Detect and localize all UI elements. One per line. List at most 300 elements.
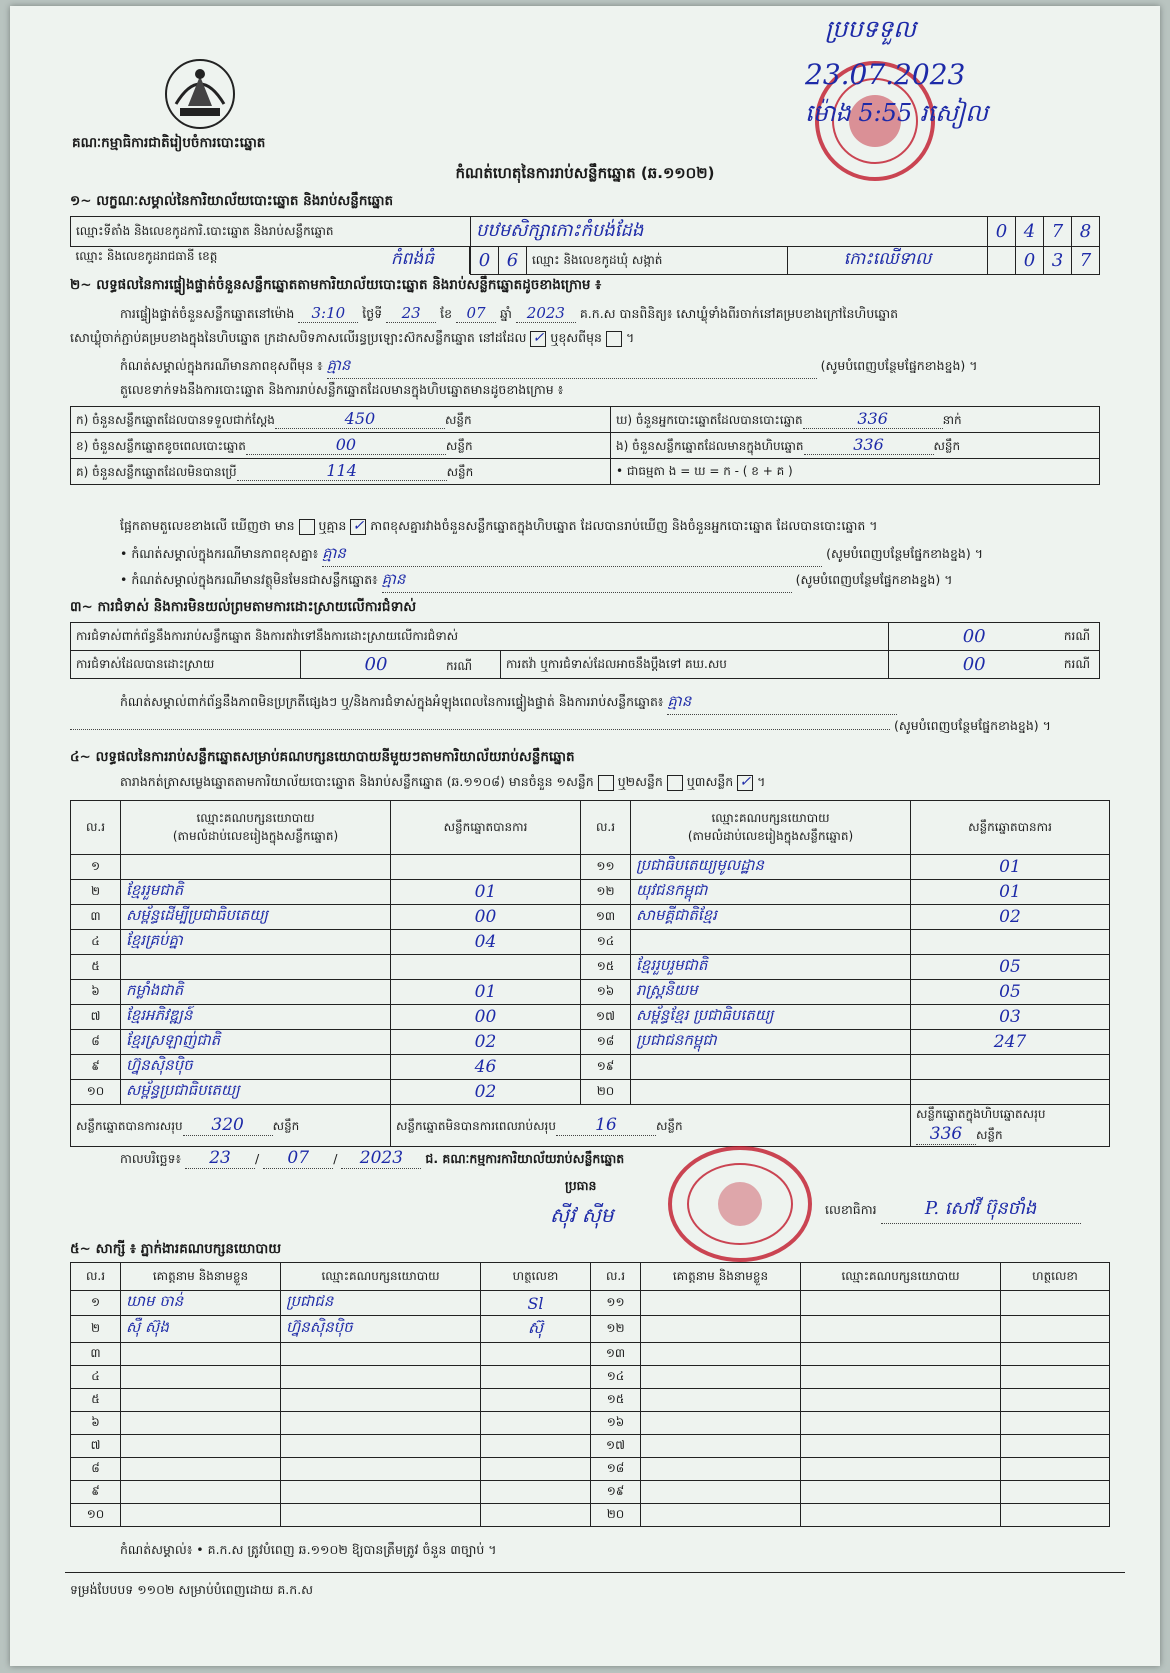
check-paragraph xyxy=(120,304,1120,325)
row-no: ១០ xyxy=(71,1504,121,1527)
party-votes: 02 xyxy=(391,1030,581,1055)
objection-table xyxy=(70,622,1100,679)
party-name xyxy=(631,930,911,955)
count-label: ក) ចំនួនសន្លឹកឆ្នោតដែលបានទទួលជាក់ស្តែង xyxy=(76,413,275,427)
table-row xyxy=(71,880,1110,905)
col-party-sub: (តាមលំដាប់លេខរៀងក្នុងសន្លឹកឆ្នោត) xyxy=(687,828,854,843)
unused-ballots: 114 xyxy=(237,461,447,481)
witness-signature xyxy=(481,1504,591,1527)
row-no: ១៩ xyxy=(581,1055,631,1080)
check-text: គ.ក.ស បានពិនិត្យ៖ សោឃ្លុំទាំងពីរចាក់នៅគម្របខាងក្រៅនៃហិបឆ្នោត xyxy=(579,306,899,321)
date-year: 2023 xyxy=(341,1148,421,1169)
col-sign: ហត្ថលេខា xyxy=(1001,1263,1110,1291)
row-no: ៣ xyxy=(71,1343,121,1366)
witness-signature xyxy=(1001,1412,1110,1435)
witness-signature xyxy=(481,1343,591,1366)
col-party-title: ឈ្មោះគណបក្សនយោបាយ xyxy=(711,810,830,825)
different-checkbox[interactable] xyxy=(606,331,622,347)
check-time: 3:10 xyxy=(298,304,358,323)
party-name: សម្ព័ន្ធដើម្បីប្រជាធិបតេយ្យ xyxy=(121,905,391,930)
check-text: សោឃ្លុំចាក់ភ្ជាប់គម្របខាងក្នុងនៃហិបឆ្នោត ក្រដាសបិទភាសលើរន្ធប្រឡោះស៊កសន្លឹកឆ្នោត នៅដដែល xyxy=(70,330,527,345)
table-row xyxy=(71,1389,1110,1412)
table-row xyxy=(71,1343,1110,1366)
witness-name xyxy=(121,1435,281,1458)
party-name: ខ្មែរអភិវឌ្ឍន៍ xyxy=(121,1005,391,1030)
station-code-digit: 0 xyxy=(988,217,1016,247)
witness-name xyxy=(121,1458,281,1481)
witness-signature xyxy=(1001,1366,1110,1389)
total-invalid: 16 xyxy=(556,1115,656,1136)
witness-party xyxy=(801,1366,1001,1389)
witness-signature xyxy=(1001,1481,1110,1504)
party-name: សម្ព័ន្ធខ្មែរ ប្រជាធិបតេយ្យ xyxy=(631,1005,911,1030)
party-results-body xyxy=(71,855,1110,1105)
count-label: ខ) ចំនួនសន្លឹកឆ្នោតខូចពេលបោះឆ្នោត xyxy=(76,439,246,453)
table-row xyxy=(71,1005,1110,1030)
row-no: ១៤ xyxy=(591,1366,641,1389)
station-label: ឈ្មោះទីតាំង និងលេខកូដការិ.បោះឆ្នោត និងរាប់សន្លឹកឆ្នោត xyxy=(71,217,471,247)
party-name: ខ្មែរស្រឡាញ់ជាតិ xyxy=(121,1030,391,1055)
form-sheet xyxy=(10,6,1160,1666)
party-votes xyxy=(391,855,581,880)
check-text: ឆ្នាំ xyxy=(499,306,512,321)
row-no: ៥ xyxy=(71,1389,121,1412)
witness-signature xyxy=(481,1389,591,1412)
commune-label: ឈ្មោះ និងលេខកូដឃុំ សង្កាត់ xyxy=(527,247,788,275)
diff-text: ភាពខុសគ្នារវាងចំនួនសន្លឹកឆ្នោតក្នុងហិបឆ្នោត ដែលបានរាប់ឃើញ និងចំនួនអ្នកបោះឆ្នោត ដែលបានបោះឆ្នោត ។ xyxy=(370,518,878,533)
unit: សន្លឹក xyxy=(655,1119,683,1133)
row-no: ៩ xyxy=(71,1481,121,1504)
party-name: ខ្មែររួបរួមជាតិ xyxy=(631,955,911,980)
commune-code-digit: 3 xyxy=(1044,247,1072,275)
witness-party xyxy=(801,1435,1001,1458)
unit: សន្លឹក xyxy=(446,465,474,479)
col-votes: សន្លឹកឆ្នោតបានការ xyxy=(391,801,581,855)
witness-signature xyxy=(481,1458,591,1481)
province-label: ឈ្មោះ និងលេខកូដរាជធានី ខេត្ត xyxy=(75,249,218,263)
row-no: ១៨ xyxy=(581,1030,631,1055)
check-month: 07 xyxy=(456,304,496,323)
diff-text: ផ្អែកតាមតួលេខខាងលើ ឃើញថា មាន xyxy=(120,518,295,533)
province-code-digit: 0 xyxy=(471,247,499,275)
row-no: ១ xyxy=(71,855,121,880)
witness-name: ឃាម ចាន់ xyxy=(121,1291,281,1316)
unit: សន្លឹក xyxy=(933,439,961,453)
col-no: ល.រ xyxy=(581,801,631,855)
party-votes: 02 xyxy=(391,1080,581,1105)
station-id-table xyxy=(70,216,1100,275)
unit: ករណី xyxy=(1059,623,1100,651)
party-votes: 247 xyxy=(911,1030,1110,1055)
commune-code-digit: 0 xyxy=(1016,247,1044,275)
party-votes: 03 xyxy=(911,1005,1110,1030)
witness-name xyxy=(641,1389,801,1412)
witness-party xyxy=(281,1366,481,1389)
row-no: ១១ xyxy=(581,855,631,880)
witness-name xyxy=(641,1504,801,1527)
tally-text: តារាងកត់ត្រាសម្លេងឆ្នោតតាមការិយាល័យបោះឆ្នោត និងរាប់សន្លឹកឆ្នោត (ឆ.១១០៨) មានចំនួន ១សន្លឹក xyxy=(120,774,594,789)
table-row xyxy=(71,1504,1110,1527)
same-checkbox[interactable]: ✓ xyxy=(530,331,546,347)
odd-note-label: • កំណត់សម្គាល់ក្នុងករណីមានវត្ថុមិនមែនជាសន្លឹកឆ្នោត៖ xyxy=(120,572,378,587)
witness-name xyxy=(641,1481,801,1504)
row-no: ១០ xyxy=(71,1080,121,1105)
difference-check xyxy=(120,518,878,537)
row-no: ២០ xyxy=(581,1080,631,1105)
secretary xyxy=(825,1196,1081,1224)
row-no: ១២ xyxy=(581,880,631,905)
witness-party xyxy=(801,1316,1001,1343)
party-name: ប្រជាធិបតេយ្យមូលដ្ឋាន xyxy=(631,855,911,880)
date-month: 07 xyxy=(263,1148,333,1169)
total-valid: 320 xyxy=(183,1115,273,1136)
party-votes: 01 xyxy=(391,880,581,905)
row-no: ៧ xyxy=(71,1435,121,1458)
counts-intro: តួលេខទាក់ទងនឹងការបោះឆ្នោត និងការរាប់សន្លឹកឆ្នោតដែលមានក្នុងហិបឆ្នោតមានដូចខាងក្រោម ៖ xyxy=(120,382,564,397)
witness-body xyxy=(71,1291,1110,1527)
witness-signature xyxy=(1001,1458,1110,1481)
table-row xyxy=(71,905,1110,930)
col-party xyxy=(631,801,911,855)
party-votes: 04 xyxy=(391,930,581,955)
party-name: យុវជនកម្ពុជា xyxy=(631,880,911,905)
party-votes: 01 xyxy=(911,880,1110,905)
party-votes: 01 xyxy=(911,855,1110,880)
secretary-label: លេខាធិការ xyxy=(825,1202,877,1217)
witness-party xyxy=(801,1504,1001,1527)
row-no: ១៣ xyxy=(581,905,631,930)
check-text: ឬខុសពីមុន xyxy=(550,330,602,345)
row-no: ៧ xyxy=(71,1005,121,1030)
table-row xyxy=(71,1458,1110,1481)
province-code-digit: 6 xyxy=(499,247,527,275)
party-name: ខ្មែរគ្រប់គ្នា xyxy=(121,930,391,955)
party-votes xyxy=(911,1055,1110,1080)
footnote: កំណត់សម្គាល់៖ • គ.ក.ស ត្រូវបំពេញ ឆ.១១០២ ឱ្យបានត្រឹមត្រូវ ចំនួន ៣ច្បាប់ ។ xyxy=(120,1542,497,1557)
check-text: ការផ្ទៀងផ្ទាត់ចំនួនសន្លឹកឆ្នោតនៅម៉ោង xyxy=(120,306,295,321)
witness-signature xyxy=(1001,1504,1110,1527)
party-name: ខ្មែររួមជាតិ xyxy=(121,880,391,905)
witness-signature xyxy=(481,1481,591,1504)
witness-party xyxy=(801,1389,1001,1412)
party-votes: 05 xyxy=(911,955,1110,980)
note-hint: (សូមបំពេញបន្ថែមផ្នែកខាងខ្នង) ។ xyxy=(820,358,978,373)
witness-party xyxy=(281,1343,481,1366)
party-results-table xyxy=(70,800,1110,1147)
party-votes xyxy=(911,1080,1110,1105)
blank-line xyxy=(70,729,890,730)
committee-label: ជ. គណៈកម្មការការិយាល័យរាប់សន្លឹកឆ្នោត xyxy=(425,1151,625,1166)
chair-label: ប្រធាន xyxy=(565,1178,597,1193)
date-day: 23 xyxy=(185,1148,255,1169)
nec-emblem-icon xyxy=(160,54,240,132)
section5-heading: ៥~ សាក្សី ៖ ភ្នាក់ងារគណបក្សនយោបាយ xyxy=(70,1241,282,1257)
row-no: ១ xyxy=(71,1291,121,1316)
section3-heading: ៣~ ការជំទាស់ និងការមិនយល់ព្រមតាមការដោះស្រាយលើការជំទាស់ xyxy=(70,599,417,615)
commune-code-digit: 7 xyxy=(1072,247,1100,275)
appeal-label: ការតវ៉ា ឬការជំទាស់ដែលអាចនឹងប្ដឹងទៅ គឃ.សប xyxy=(501,651,889,679)
voters-count: 336 xyxy=(803,409,943,429)
party-votes: 02 xyxy=(911,905,1110,930)
col-party-title: ឈ្មោះគណបក្សនយោបាយ xyxy=(196,810,315,825)
witness-name xyxy=(641,1412,801,1435)
formula: • ជាធម្មតា ង = ឃ = ក - ( ខ + គ ) xyxy=(616,463,793,478)
col-votes: សន្លឹកឆ្នោតបានការ xyxy=(911,801,1110,855)
table-row xyxy=(71,1055,1110,1080)
total-invalid-label: សន្លឹកឆ្នោតមិនបានការពេលរាប់សរុប xyxy=(396,1119,556,1133)
station-code-digit: 8 xyxy=(1072,217,1100,247)
row-no: ១៧ xyxy=(591,1435,641,1458)
witness-party xyxy=(801,1481,1001,1504)
total-box: 336 xyxy=(916,1124,976,1145)
row-no: ៩ xyxy=(71,1055,121,1080)
has-difference-checkbox[interactable] xyxy=(299,519,315,535)
witness-party: ប្រជាជន xyxy=(281,1291,481,1316)
witness-party xyxy=(801,1291,1001,1316)
table-row xyxy=(71,930,1110,955)
received-note: ប្របទទួល xyxy=(825,15,916,43)
note-hint: (សូមបំពេញបន្ថែមផ្នែកខាងខ្នង) ។ xyxy=(795,572,953,587)
section1-heading: ១~ លក្ខណៈសម្គាល់នៃការិយាល័យបោះឆ្នោត និងរាប់សន្លឹកឆ្នោត xyxy=(70,193,394,209)
party-votes: 00 xyxy=(391,905,581,930)
party-votes: 05 xyxy=(911,980,1110,1005)
unit: សន្លឹក xyxy=(444,413,472,427)
total-box-label: សន្លឹកឆ្នោតក្នុងហិបឆ្នោតសរុប xyxy=(916,1107,1046,1121)
chair-signature: ស៊ីវ ស៊ីម xyxy=(550,1203,614,1227)
witness-signature xyxy=(1001,1343,1110,1366)
party-name: កម្លាំងជាតិ xyxy=(121,980,391,1005)
col-name: គោត្តនាម និងនាមខ្លួន xyxy=(641,1263,801,1291)
party-votes: 00 xyxy=(391,1005,581,1030)
table-row xyxy=(71,1366,1110,1389)
party-votes: 46 xyxy=(391,1055,581,1080)
section2-heading: ២~ លទ្ធផលនៃការផ្ទៀងផ្ទាត់ចំនួនសន្លឹកឆ្នោតតាមការិយាល័យបោះឆ្នោត និងរាប់សន្លឹកឆ្នោតដូចខាងក្រោម ៖ xyxy=(70,277,602,293)
witness-name xyxy=(121,1412,281,1435)
row-no: ១៥ xyxy=(581,955,631,980)
witness-party xyxy=(281,1435,481,1458)
received-ballots: 450 xyxy=(275,409,445,429)
table-row xyxy=(71,1316,1110,1343)
witness-table xyxy=(70,1262,1110,1527)
party-name: ប្រជាជនកម្ពុជា xyxy=(631,1030,911,1055)
irregularity-line2 xyxy=(70,718,1051,737)
col-party xyxy=(121,801,391,855)
count-label: គ) ចំនួនសន្លឹកឆ្នោតដែលមិនបានប្រើ xyxy=(76,465,237,479)
witness-name xyxy=(641,1291,801,1316)
difference-note xyxy=(120,356,977,379)
table-row xyxy=(71,980,1110,1005)
appeal-count: 00 xyxy=(889,651,1059,679)
col-no: ល.រ xyxy=(71,801,121,855)
total-valid-cell xyxy=(71,1105,391,1147)
tally-text: ឬ៣សន្លឹក xyxy=(686,774,734,789)
row-no: ៨ xyxy=(71,1030,121,1055)
row-no: ១៩ xyxy=(591,1481,641,1504)
total-invalid-cell xyxy=(391,1105,911,1147)
footer-text: ទម្រង់បែបបទ ១១០២ សម្រាប់បំពេញដោយ គ.ក.ស xyxy=(70,1582,314,1597)
witness-signature: ស៊ុ xyxy=(481,1316,591,1343)
diff-note-value: គ្មាន xyxy=(322,544,822,567)
check-year: 2023 xyxy=(516,304,576,323)
date-label: កាលបរិច្ឆេទ៖ xyxy=(120,1151,182,1166)
col-name: គោត្តនាម និងនាមខ្លួន xyxy=(121,1263,281,1291)
note-value: គ្មាន xyxy=(327,356,817,379)
resolved-label: ការជំទាស់ដែលបានដោះស្រាយ xyxy=(71,651,301,679)
witness-name xyxy=(641,1343,801,1366)
row-no: ១៦ xyxy=(581,980,631,1005)
odd-note-value: គ្មាន xyxy=(382,570,792,593)
section4-heading: ៤~ លទ្ធផលនៃការរាប់សន្លឹកឆ្នោតសម្រាប់គណបក្សនយោបាយនីមួយៗតាមការិយាល័យរាប់សន្លឹកឆ្នោត xyxy=(70,749,575,765)
unit: សន្លឹក xyxy=(976,1128,1003,1142)
row-no: ១៣ xyxy=(591,1343,641,1366)
station-code-digit: 7 xyxy=(1044,217,1072,247)
party-name: ហ្វ៊ុនស៊ិនប៉ិច xyxy=(121,1055,391,1080)
station-name: បឋមសិក្សាកោះកំបង់ដែង xyxy=(471,217,988,247)
unit: ករណី xyxy=(446,658,473,673)
witness-name xyxy=(641,1435,801,1458)
witness-name xyxy=(121,1504,281,1527)
objection-label: ការជំទាស់ពាក់ព័ន្ធនឹងការរាប់សន្លឹកឆ្នោត និងការតវ៉ាទៅនឹងការដោះស្រាយលើការជំទាស់ xyxy=(71,623,889,651)
province-cell xyxy=(71,247,471,274)
note-label: កំណត់សម្គាល់ក្នុងករណីមានភាពខុសពីមុន ៖ xyxy=(120,358,323,373)
total-valid-label: សន្លឹកឆ្នោតបានការសរុប xyxy=(76,1119,183,1133)
org-name: គណៈកម្មាធិការជាតិរៀបចំការបោះឆ្នោត xyxy=(72,135,266,151)
check-day: 23 xyxy=(386,304,436,323)
table-row xyxy=(71,1435,1110,1458)
row-no: ៨ xyxy=(71,1458,121,1481)
party-name xyxy=(631,1055,911,1080)
station-code-digit: 4 xyxy=(1016,217,1044,247)
witness-party: ហ្វ៊ុនស៊ិនប៉ិច xyxy=(281,1316,481,1343)
unit: នាក់ xyxy=(942,413,962,427)
witness-signature xyxy=(1001,1389,1110,1412)
odd-note xyxy=(120,570,952,593)
witness-signature: Sl xyxy=(481,1291,591,1316)
tally-text: ឬ២សន្លឹក xyxy=(617,774,663,789)
witness-party xyxy=(281,1481,481,1504)
unit: សន្លឹក xyxy=(445,439,473,453)
province-name: កំពង់ធំ xyxy=(390,249,434,269)
row-no: ៤ xyxy=(71,1366,121,1389)
two-sheets-checkbox[interactable] xyxy=(667,775,683,791)
table-row xyxy=(71,1080,1110,1105)
three-sheets-checkbox[interactable]: ✓ xyxy=(737,775,753,791)
witness-signature xyxy=(1001,1316,1110,1343)
irregularity-label: កំណត់សម្គាល់ពាក់ព័ន្ធនឹងភាពមិនប្រក្រតីផ្សេងៗ ឬ/និងការជំទាស់ក្នុងអំឡុងពេលនៃការផ្ទៀងផ្ទាត់ និងការរាប់សន្លឹកឆ្នោត៖ xyxy=(120,694,664,709)
witness-party xyxy=(281,1389,481,1412)
count-label: ង) ចំនួនសន្លឹកឆ្នោតដែលមានក្នុងហិបឆ្នោត xyxy=(616,439,804,453)
row-no: ២ xyxy=(71,880,121,905)
party-name xyxy=(121,955,391,980)
unit: សន្លឹក xyxy=(272,1119,300,1133)
witness-party xyxy=(281,1458,481,1481)
form-title: កំណត់ហេតុនៃការរាប់សន្លឹកឆ្នោត (ឆ.១១០២) xyxy=(455,164,715,182)
no-difference-checkbox[interactable]: ✓ xyxy=(350,519,366,535)
row-no: ១៨ xyxy=(591,1458,641,1481)
check-text: ថ្ងៃទី xyxy=(362,306,383,321)
witness-name xyxy=(641,1366,801,1389)
row-no: ៤ xyxy=(71,930,121,955)
witness-name: ស៊ឺ ស៊ុង xyxy=(121,1316,281,1343)
party-name xyxy=(121,855,391,880)
col-sign: ហត្ថលេខា xyxy=(481,1263,591,1291)
party-votes xyxy=(911,930,1110,955)
col-no: ល.រ xyxy=(591,1263,641,1291)
check-paragraph-2: សោឃ្លុំចាក់ភ្ជាប់គម្របខាងក្នុងនៃហិបឆ្នោត ក្រដាសបិទភាសលើរន្ធប្រឡោះស៊កសន្លឹកឆ្នោត នៅដដែល ✓ ឬខុសពីមុន ។ xyxy=(70,329,635,346)
witness-party xyxy=(801,1458,1001,1481)
tally-sheets-line: តារាងកត់ត្រាសម្លេងឆ្នោតតាមការិយាល័យបោះឆ្នោត និងរាប់សន្លឹកឆ្នោត (ឆ.១១០៨) មានចំនួន ១សន្លឹក ឬ២សន្លឹក ឬ៣សន្លឹក ✓ ។ xyxy=(120,773,766,790)
irregularity-note xyxy=(120,692,897,715)
date-line: កាលបរិច្ឆេទ៖ 23 / 07 / 2023 ជ. គណៈកម្មការការិយាល័យរាប់សន្លឹកឆ្នោត xyxy=(120,1148,625,1168)
row-no: ១៥ xyxy=(591,1389,641,1412)
box-ballots: 336 xyxy=(804,435,934,455)
row-no: ១១ xyxy=(591,1291,641,1316)
row-no: ៥ xyxy=(71,955,121,980)
secretary-signature: P. សៅវី ប៊ុនថាំង xyxy=(881,1196,1081,1224)
row-no: ២ xyxy=(71,1316,121,1343)
witness-signature xyxy=(481,1412,591,1435)
row-no: ៦ xyxy=(71,1412,121,1435)
witness-party xyxy=(801,1343,1001,1366)
table-row xyxy=(71,1030,1110,1055)
note-hint: (សូមបំពេញបន្ថែមផ្នែកខាងខ្នង) ។ xyxy=(826,546,983,561)
party-name: រាស្ត្រនិយម xyxy=(631,980,911,1005)
witness-signature xyxy=(1001,1291,1110,1316)
col-party: ឈ្មោះគណបក្សនយោបាយ xyxy=(281,1263,481,1291)
party-votes xyxy=(391,955,581,980)
row-no: ១៤ xyxy=(581,930,631,955)
total-box-cell xyxy=(911,1105,1110,1147)
committee-stamp-icon xyxy=(665,1144,815,1264)
count-label: ឃ) ចំនួនអ្នកបោះឆ្នោតដែលបានបោះឆ្នោត xyxy=(616,413,803,427)
witness-name xyxy=(121,1481,281,1504)
diff-text: ឬគ្មាន xyxy=(318,518,347,533)
row-no: ១៧ xyxy=(581,1005,631,1030)
row-no: ៦ xyxy=(71,980,121,1005)
resolved-count: 00 xyxy=(364,653,388,675)
commune-name: កោះឈើទាល xyxy=(788,247,988,275)
diff-note-label: • កំណត់សម្គាល់ក្នុងករណីមានភាពខុសគ្នា៖ xyxy=(120,546,319,561)
witness-party xyxy=(281,1504,481,1527)
objection-count: 00 xyxy=(889,623,1059,651)
note-hint: (សូមបំពេញបន្ថែមផ្នែកខាងខ្នង) ។ xyxy=(893,718,1051,733)
witness-name xyxy=(121,1389,281,1412)
table-row xyxy=(71,855,1110,880)
witness-party xyxy=(801,1412,1001,1435)
table-row xyxy=(71,1481,1110,1504)
table-row xyxy=(71,955,1110,980)
row-no: ២០ xyxy=(591,1504,641,1527)
row-no: ១៦ xyxy=(591,1412,641,1435)
party-votes: 01 xyxy=(391,980,581,1005)
witness-signature xyxy=(1001,1435,1110,1458)
check-text: ខែ xyxy=(440,306,453,321)
row-no: ៣ xyxy=(71,905,121,930)
one-sheet-checkbox[interactable] xyxy=(598,775,614,791)
footer-divider xyxy=(65,1572,1125,1573)
witness-name xyxy=(121,1366,281,1389)
commune-code-blank xyxy=(988,247,1016,275)
irregularity-value: គ្មាន xyxy=(667,692,897,715)
col-party-sub: (តាមលំដាប់លេខរៀងក្នុងសន្លឹកឆ្នោត) xyxy=(172,828,339,843)
witness-party xyxy=(281,1412,481,1435)
witness-name xyxy=(641,1458,801,1481)
diff-note xyxy=(120,544,983,567)
row-no: ១២ xyxy=(591,1316,641,1343)
spoiled-ballots: 00 xyxy=(246,435,446,455)
col-party: ឈ្មោះគណបក្សនយោបាយ xyxy=(801,1263,1001,1291)
witness-name xyxy=(641,1316,801,1343)
